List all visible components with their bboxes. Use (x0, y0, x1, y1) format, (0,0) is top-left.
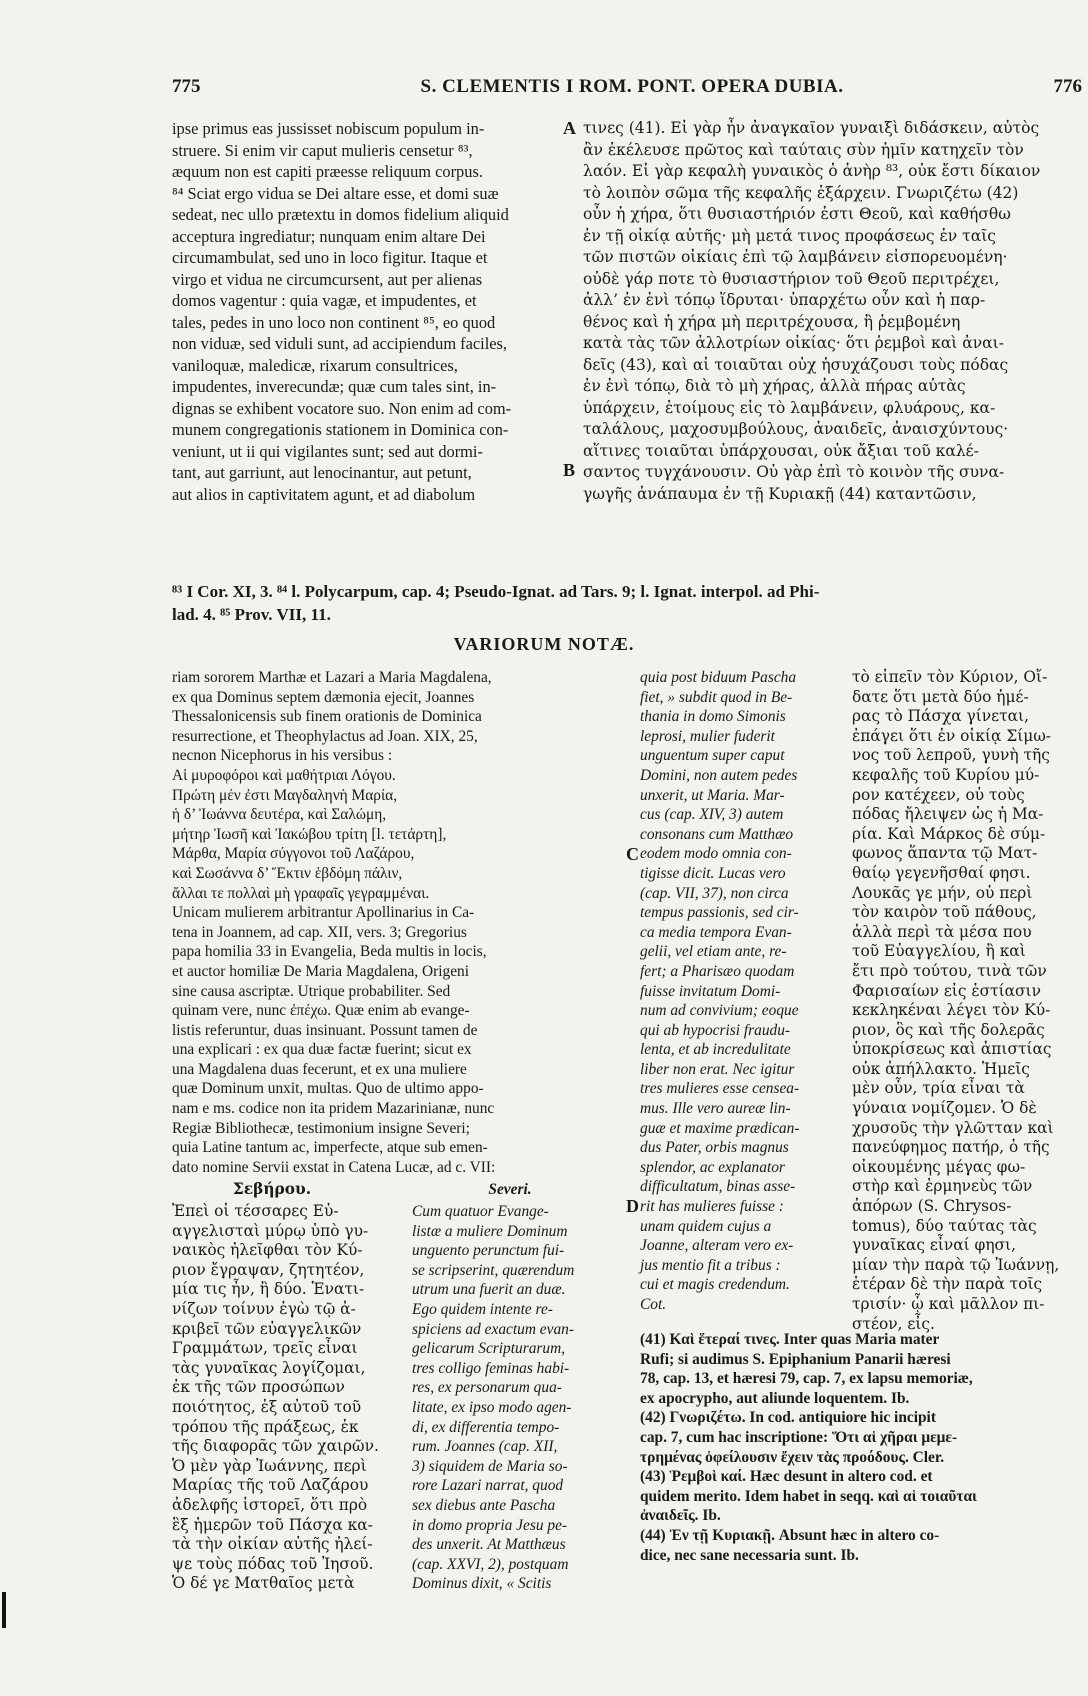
note-line: Μάρθα, Μαρία σύγγονοι τοῦ Λαζάρου, (172, 845, 415, 863)
greek-note-line: στὴρ καὶ ἑρμηνεὺς τῶν (852, 1177, 1033, 1196)
note-line: liber non erat. Nec igitur (640, 1060, 795, 1078)
latin-text-column (172, 118, 552, 505)
margin-letter-d: D (626, 1196, 639, 1216)
greek-note-line: γύναια νομίζομεν. Ὁ δὲ (852, 1099, 1037, 1118)
note-line: dus Pater, orbis magnus (640, 1139, 789, 1157)
greek-note-line: γυναῖκας εἶναί φησι, (852, 1236, 1016, 1255)
note-line: quinam vere, nunc ἐπέχω. Quæ enim ab evange- (172, 1002, 470, 1020)
note-line: consonans cum Matthæo (640, 825, 794, 843)
latin-line: tant, aut garriunt, aut lenocinantur, aut petunt, (172, 463, 472, 482)
margin-letter-b: B (563, 460, 576, 480)
latin-note-line: res, ex personarum qua- (412, 1379, 562, 1397)
greek-note-line: Ἐπεὶ οἱ τέσσαρες Εὐ- (172, 1202, 339, 1220)
note-line: fiet, » subdit quod in Be- (640, 688, 793, 706)
note-line: riam sororem Marthæ et Lazari a Maria Magdalena, (172, 669, 492, 686)
note-line: Domini, non autem pedes (640, 766, 798, 784)
latin-note-line: utrum una fuerit an duæ. (412, 1281, 566, 1299)
note-line: ex qua Dominus septem dæmonia ejecit, Joannes (172, 688, 475, 706)
note-line: papa homilia 33 in Evangelia, Beda multis in locis, (172, 943, 487, 961)
greek-note-line: πανεύφημος πατήρ, ὁ τῆς (852, 1138, 1050, 1157)
greek-note-line: οἰκουμένης μέγας φω- (852, 1157, 1026, 1176)
latin-note-line: Cum quatuor Evange- (412, 1203, 549, 1220)
greek-note-line: ρία. Καὶ Μάρκος δὲ σύμ- (852, 824, 1046, 843)
margin-letter-c: C (626, 844, 639, 864)
greek-line: τινες (41). Εἰ γὰρ ἦν ἀναγκαῖον γυναιξὶ διδάσκειν, αὐτὸς (583, 119, 1040, 137)
greek-note-line: Λουκᾶς γε μήν, οὐ περὶ (852, 883, 1033, 902)
greek-note-line: ποιότητος, ἐξ αὐτοῦ τοῦ (172, 1397, 362, 1416)
greek-note-line: Ὁ μὲν γὰρ Ἰωάννης, περὶ (172, 1456, 367, 1475)
latin-line: acceptura ingrediatur; nunquam enim altare Dei (172, 226, 486, 246)
latin-note-line: listæ a muliere Dominum (412, 1222, 568, 1240)
note-line: sine causa ascriptæ. Utrique probabiliter. Sed (172, 982, 451, 1000)
note-line: quia Latine tantum ac, imperfecte, atque sub emen- (172, 1139, 488, 1157)
greek-note-line: ναικὸς ἠλεῖφθαι τὸν Κύ- (172, 1241, 363, 1260)
note-line: Αἱ μυροφόροι καὶ μαθήτριαι Λόγου. (172, 766, 396, 784)
running-header (172, 76, 1082, 104)
latin-note-line: in domo propria Jesu pe- (412, 1516, 568, 1534)
greek-note-line: χρυσοῦς τὴν γλῶτταν καὶ (852, 1118, 1054, 1137)
latin-note-line: spiciens ad exactum evan- (412, 1320, 574, 1338)
greek-note-line: τὰς γυναῖκας λογίζομαι, (172, 1358, 366, 1377)
note-line: cui et magis credendum. (640, 1276, 790, 1294)
greek-note-line: στέον, εἶς. (852, 1314, 935, 1333)
endnote-line: (42) Γνωριζέτω. In cod. antiquiore hic incipit (640, 1409, 936, 1427)
note-line: splendor, ac explanator (640, 1158, 785, 1176)
notes-right-column (852, 668, 1084, 1334)
greek-note-line: αγγελισταὶ μύρῳ ὑπὸ γυ- (172, 1221, 369, 1240)
latin-line: æquum non est capiti præesse reliquum corpus. (172, 162, 483, 181)
note-line: thania in domo Simonis (640, 708, 786, 726)
greek-note-line: τὸ εἰπεῖν τὸν Κύριον, Οἴ- (852, 668, 1048, 686)
greek-note-line: κεκληκέναι λέγει τὸν Κύ- (852, 1001, 1051, 1020)
latin-note-line: rum. Joannes (cap. XII, (412, 1438, 558, 1456)
note-line: jus mentio fit a tribus : (640, 1256, 781, 1274)
note-line: nam e ms. codice non ita pridem Mazarinianæ, nunc (172, 1100, 495, 1118)
latin-line: sedeat, nec ullo prætextu in domos fidelium aliquid (172, 205, 509, 224)
note-line: rit has mulieres fuisse : (640, 1198, 784, 1216)
greek-line: ἐν ἑνὶ τόπῳ, διὰ τὸ μὴ χήρας, ἀλλὰ πήρας αὐτὰς (583, 377, 966, 395)
latin-line: munem congregationis stationem in Dominica con- (172, 420, 509, 439)
latin-note-line: Dominus dixit, « Scitis (412, 1575, 552, 1593)
greek-line: θένος καὶ ἡ χήρα μὴ περιτρέχουσα, ἢ ῥεμβομένη (583, 312, 961, 331)
page-number-left: 775 (172, 76, 201, 97)
latin-line: domos vagentur : quia vagæ, et impudentes, et (172, 291, 477, 310)
greek-note-line: Φαρισαίων εἰς ἑστίασιν (852, 981, 1041, 1000)
note-line: et auctor homiliæ De Maria Magdalena, Origeni (172, 962, 470, 980)
endnote-line: quidem merito. Idem habet in seqq. καὶ αἱ τοιαῦται (640, 1487, 977, 1505)
footnote-ref-line: ⁸³ I Cor. XI, 3. ⁸⁴ l. Polycarpum, cap. 4; Pseudo-Ignat. ad Tars. 9; l. Ignat. interpol. ad Phi- (172, 582, 820, 601)
greek-line: λαόν. Εἰ γὰρ κεφαλὴ γυναικὸς ὁ ἀνὴρ ⁸³, οὐκ ἔστι δίκαιον (583, 162, 1041, 180)
greek-note-line: ἐκ τῆς τῶν προσώπων (172, 1378, 345, 1397)
note-line: cus (cap. XIV, 3) autem (640, 806, 784, 824)
note-line: (cap. VII, 37), non circa (640, 884, 789, 902)
note-line: Πρώτη μέν ἐστι Μαγδαληνὴ Μαρία, (172, 786, 398, 804)
endnote-line: τρημένας ὀφείλουσιν ἔχειν τὰς προόδους. Cler. (640, 1448, 945, 1466)
latin-note-line: des unxerit. At Matthæus (412, 1536, 566, 1554)
note-line: Unicam mulierem arbitrantur Apollinarius in Ca- (172, 904, 475, 922)
note-line: Regiæ Bibliothecæ, testimonium insigne Severi; (172, 1119, 470, 1137)
latin-line: struere. Si enim vir caput mulieris censetur ⁸³, (172, 140, 473, 160)
note-line: fert; a Pharisæo quodam (640, 962, 795, 980)
greek-note-line: ψε τοὺς πόδας τοῦ Ἰησοῦ. (172, 1554, 374, 1573)
note-line: una explicari : ex qua duæ factæ fuerint; sicut ex (172, 1041, 472, 1059)
greek-note-line: Μαρίας τῆς τοῦ Λαζάρου (172, 1476, 369, 1495)
greek-note-line: Γραμμάτων, τρεῖς εἶναι (172, 1339, 358, 1358)
latin-line: vaniloquæ, maledicæ, rixarum consultrices, (172, 355, 458, 375)
greek-note-line: τῆς διαφορᾶς τῶν χαιρῶν. (172, 1437, 379, 1456)
greek-line: τὸ λοιπὸν σῶμα τῆς κεφαλῆς ἐξάρχειν. Γνωριζέτω (42) (583, 183, 1019, 202)
note-line: una Magdalena duas fecerunt, et ex una muliere (172, 1060, 467, 1078)
note-line: unxerit, ut Maria. Mar- (640, 786, 785, 804)
latin-note-line: tres colligo feminas habi- (412, 1359, 570, 1377)
greek-note-line: τὸν καιρὸν τοῦ πάθους, (852, 903, 1037, 922)
latin-line: ipse primus eas jussisset nobiscum populum in- (172, 119, 485, 138)
note-line: ca media tempora Evan- (640, 923, 792, 941)
greek-line: ταλάλους, μαχοσυμβούλους, ἀναιδεῖς, ἀναισχύντους· (583, 420, 1009, 438)
note-line: tigisse dicit. Lucas vero (640, 864, 786, 882)
note-line: unguentum super caput (640, 747, 785, 765)
footnote-ref-line: lad. 4. ⁸⁵ Prov. VII, 11. (172, 605, 331, 624)
latin-line: virgo et vidua ne circumcursent, aut per alienas (172, 269, 483, 289)
latin-subhead: Severi. (488, 1181, 532, 1198)
note-line: guæ et maxime prædican- (640, 1119, 800, 1137)
greek-note-line: δατε ὅτι μετὰ δύο ἡμέ- (852, 687, 1029, 706)
note-line: ἄλλαι τε πολλαὶ μὴ γραφαῖς γεγραμμέναι. (172, 884, 430, 902)
greek-note-line: κριβεῖ τῶν εὐαγγελικῶν (172, 1319, 362, 1338)
endnote-line: Rufi; si audimus S. Epiphanium Panarii hæresi (640, 1350, 951, 1368)
greek-note-line: τρόπου τῆς πράξεως, ἐκ (172, 1417, 359, 1436)
greek-note-line: μὲν οὖν, τρία εἶναι τὰ (852, 1079, 1025, 1098)
note-line: mus. Ille vero aureæ lin- (640, 1100, 791, 1118)
greek-note-line: ἔτι πρὸ τούτου, τινὰ τῶν (852, 961, 1047, 980)
greek-note-line: ρας τὸ Πάσχα γίνεται, (852, 707, 1029, 726)
footnote-references (172, 580, 1072, 626)
latin-note-line: litate, ex ipso modo agen- (412, 1398, 572, 1416)
greek-line: ἀλλ’ ἐν ἑνὶ τόπῳ ἵδρυται· ὑπαρχέτω οὖν καὶ ἡ παρ- (583, 291, 986, 309)
latin-line: dignas se exhibent vocatore suo. Non enim ad com- (172, 398, 512, 418)
greek-note-line: μία τις ἦν, ἢ δύο. Ἐνατι- (172, 1280, 365, 1299)
greek-note-line: θαίῳ γεγενῆσθαί φησι. (852, 863, 1031, 882)
endnote-line: (43) Ῥεμβοὶ καί. Hæc desunt in altero cod. et (640, 1468, 933, 1486)
note-line: fuisse invitatum Domi- (640, 982, 781, 1000)
latin-line: ⁸⁴ Sciat ergo vidua se Dei altare esse, et domi suæ (172, 183, 499, 203)
note-line: dato nomine Servii exstat in Catena Lucæ, ad c. VII: (172, 1158, 496, 1176)
greek-note-line: μίαν τὴν παρὰ τῷ Ἰωάννῃ, (852, 1255, 1060, 1274)
note-line: listis referuntur, duas insinuant. Possunt tamen de (172, 1021, 478, 1039)
greek-note-line: ριον, ὃς καὶ τῆς δολερᾶς (852, 1020, 1045, 1039)
greek-text-column (583, 118, 1041, 505)
greek-line: οὖν ἡ χήρα, ὅτι θυσιαστήριόν ἐστι Θεοῦ, καὶ καθήσθω (583, 205, 1011, 223)
page-number-right: 776 (1053, 76, 1082, 97)
latin-line: aut alios in captivitatem agunt, et ad diabolum (172, 484, 476, 504)
note-line: unam quidem cujus a (640, 1217, 772, 1235)
note-line: Joanne, alteram vero ex- (640, 1237, 794, 1255)
notes-heading: VARIORUM NOTÆ. (453, 634, 635, 654)
latin-note-line: sex diebus ante Pascha (412, 1496, 556, 1514)
greek-note-line: ριον ἔγραψαν, ζητητέον, (172, 1260, 365, 1279)
latin-note-line: se scripserint, quærendum (412, 1261, 575, 1279)
greek-note-line: Ὁ δέ γε Ματθαῖος μετὰ (172, 1574, 355, 1593)
greek-note-line: ὑποκρίσεως καὶ ἀπιστίας (852, 1040, 1052, 1059)
margin-letter-a: A (563, 118, 576, 138)
note-line: Thessalonicensis sub finem orationis de Dominica (172, 708, 482, 726)
greek-note-line: τὰ τὴν οἰκίαν αὐτῆς ἠλεί- (172, 1535, 373, 1554)
greek-note-line: νίζων τοίνυν ἐγὼ τῷ ἀ- (172, 1299, 356, 1318)
latin-line: circumambulat, sed uno in loco figitur. Itaque et (172, 248, 488, 267)
note-line: quia post biduum Pascha (640, 669, 797, 686)
latin-note-line: rore Lazari narrat, quod (412, 1477, 564, 1495)
notes-middle-column (640, 668, 840, 1315)
note-line: qui ab hypocrisi fraudu- (640, 1021, 791, 1039)
note-line: num ad convivium; eoque (640, 1002, 799, 1020)
note-line: καὶ Σωσάννα δ’ Ἕκτιν ἑβδόμη πάλιν, (172, 864, 403, 882)
endnote-line: dice, nec sane necessaria sunt. Ib. (640, 1546, 859, 1564)
greek-note-line: τοῦ Εὐαγγελίου, ἢ καὶ (852, 942, 1026, 961)
note-line: difficultatum, binas asse- (640, 1178, 796, 1196)
note-line: eodem modo omnia con- (640, 845, 792, 863)
note-line: lenta, et ab incredulitate (640, 1041, 791, 1059)
latin-line: tales, pedes in uno loco non continent ⁸⁵, eo quod (172, 312, 496, 332)
greek-note-line: ἓξ ἡμερῶν τοῦ Πάσχα κα- (172, 1515, 373, 1534)
greek-note-line: νος τοῦ λεπροῦ, γυνὴ τῆς (852, 746, 1050, 765)
endnote-line: 78, cap. 13, et hæresi 79, cap. 7, ex lapsu memoriæ, (640, 1370, 973, 1388)
endnote-line: cap. 7, cum hac inscriptione: Ὅτι αἱ χῆραι μεμε- (640, 1428, 958, 1446)
notes-bottom-block (640, 1330, 1080, 1565)
greek-note-line: ρον κατέχεεν, οὐ τοὺς (852, 785, 1025, 804)
greek-line: ἂν ἐκέλευσε πρῶτος καὶ ταύταις σὺν ἡμῖν κατηχεῖν τὸν (583, 140, 1024, 159)
greek-line: κατὰ τὰς τῶν ἀλλοτρίων οἰκίας· ὅτι ῥεμβοὶ καὶ ἀναι- (583, 334, 1004, 352)
endnote-line: (41) Καὶ ἕτεραί τινες. Inter quas Maria mater (640, 1331, 940, 1348)
latin-note-line: di, ex differentia tempo- (412, 1418, 560, 1436)
greek-line: ἐν τῇ οἰκίᾳ αὐτῆς· μὴ μετά τινος προφάσεως ἐν ταῖς (583, 226, 996, 245)
greek-note-line: τρισίν· ᾧ καὶ μᾶλλον πι- (852, 1295, 1045, 1313)
latin-note-line: 3) siquidem de Maria so- (412, 1457, 568, 1475)
note-line: tempus passionis, sed cir- (640, 904, 799, 922)
latin-note-line: unguento perunctum fui- (412, 1242, 565, 1260)
note-line: ἡ δ’ Ἰωάννα δευτέρα, καὶ Σαλώμη, (172, 806, 387, 824)
endnote-line: ex apocrypho, aut aliunde loquentem. Ib. (640, 1389, 910, 1407)
note-line: tres mulieres esse censea- (640, 1080, 800, 1098)
latin-subcolumn (412, 1202, 612, 1594)
note-line: necnon Nicephorus in his versibus : (172, 747, 393, 765)
greek-note-line: ἀπόρων (S. Chrysos- (852, 1197, 1012, 1216)
endnote-line: (44) Ἐν τῇ Κυριακῇ. Absunt hæc in altero co- (640, 1526, 940, 1544)
greek-line: αἵτινες τοιαῦται ὑπάρχουσαι, οὐκ ἄξιαι τοῦ καλέ- (583, 441, 979, 460)
note-line: quæ Dominum unxit, multas. Quo de ultimo appo- (172, 1080, 484, 1098)
latin-note-line: Ego quidem intente re- (412, 1300, 553, 1318)
greek-subhead: Σεβήρου. (232, 1180, 312, 1198)
greek-line: σαντος τυγχάνουσιν. Οὐ γὰρ ἐπὶ τὸ κοινὸν τῆς συνα- (583, 463, 1005, 481)
greek-note-line: ἀλλὰ περὶ τὰ μέσα που (852, 922, 1032, 941)
greek-note-line: ἀδελφῆς ἱστορεῖ, ὅτι πρὸ (172, 1495, 368, 1514)
greek-note-line: πόδας ἤλειψεν ὡς ἡ Μα- (852, 805, 1044, 824)
latin-line: impudentes, inverecundæ; quæ cum tales sint, in- (172, 377, 497, 396)
greek-note-line: οὐκ ἀπήλλακτο. Ἡμεῖς (852, 1059, 1030, 1078)
latin-line: veniunt, ut ii qui vigilantes sunt; sed aut dormi- (172, 441, 483, 461)
note-line: Cot. (640, 1296, 667, 1313)
note-line: leprosi, mulier fuderit (640, 727, 775, 745)
greek-subcolumn (172, 1202, 402, 1594)
scan-edge-mark (2, 1592, 6, 1628)
greek-line: τῶν πιστῶν οἰκίαις ἐπὶ τῷ λαμβάνειν εἰσπορευομένη· (583, 248, 1008, 266)
greek-line: γωγῆς ἀνάπαυμα ἐν τῇ Κυριακῇ (44) καταντῶσιν, (583, 484, 977, 503)
note-line: μήτηρ Ἰωσῆ καὶ Ἰακώβου τρίτη [l. τετάρτη], (172, 825, 447, 843)
latin-note-line: (cap. XXVI, 2), postquam (412, 1555, 569, 1573)
greek-note-line: φωνος ἅπαντα τῷ Ματ- (852, 844, 1038, 863)
latin-note-line: gelicarum Scripturarum, (412, 1340, 566, 1358)
greek-note-line: tomus), δύο ταύτας τὰς (852, 1216, 1037, 1235)
greek-note-line: κεφαλῆς τοῦ Κυρίου μύ- (852, 765, 1040, 784)
notes-left-column (172, 668, 612, 1177)
running-title: S. CLEMENTIS I ROM. PONT. OPERA DUBIA. (420, 76, 844, 97)
greek-note-line: ἑτέραν δὲ τὴν παρὰ τοῖς (852, 1275, 1043, 1294)
greek-note-line: ἐπάγει ὅτι ἐν οἰκίᾳ Σίμω- (852, 726, 1051, 745)
note-line: tena in Joannem, ad cap. XII, vers. 3; Gregorius (172, 923, 467, 941)
note-line: resurrectione, et Theophylactus ad Joan. XIX, 25, (172, 727, 478, 745)
note-line: gelii, vel etiam ante, re- (640, 943, 787, 961)
greek-line: ὑπάρχειν, ἑτοίμους εἰς τὸ λαμβάνειν, φλυάρους, κα- (583, 398, 996, 417)
greek-line: δεῖς (43), καὶ αἱ τοιαῦται οὐχ ἡσυχάζουσι τοὺς πόδας (583, 355, 1009, 374)
latin-line: non viduæ, sed viduli sunt, ad accipiendum faciles, (172, 334, 508, 353)
greek-line: οὐδὲ γάρ ποτε τὸ θυσιαστήριον τοῦ Θεοῦ περιτρέχει, (583, 269, 1000, 288)
endnote-line: ἀναιδεῖς. Ib. (640, 1507, 721, 1525)
